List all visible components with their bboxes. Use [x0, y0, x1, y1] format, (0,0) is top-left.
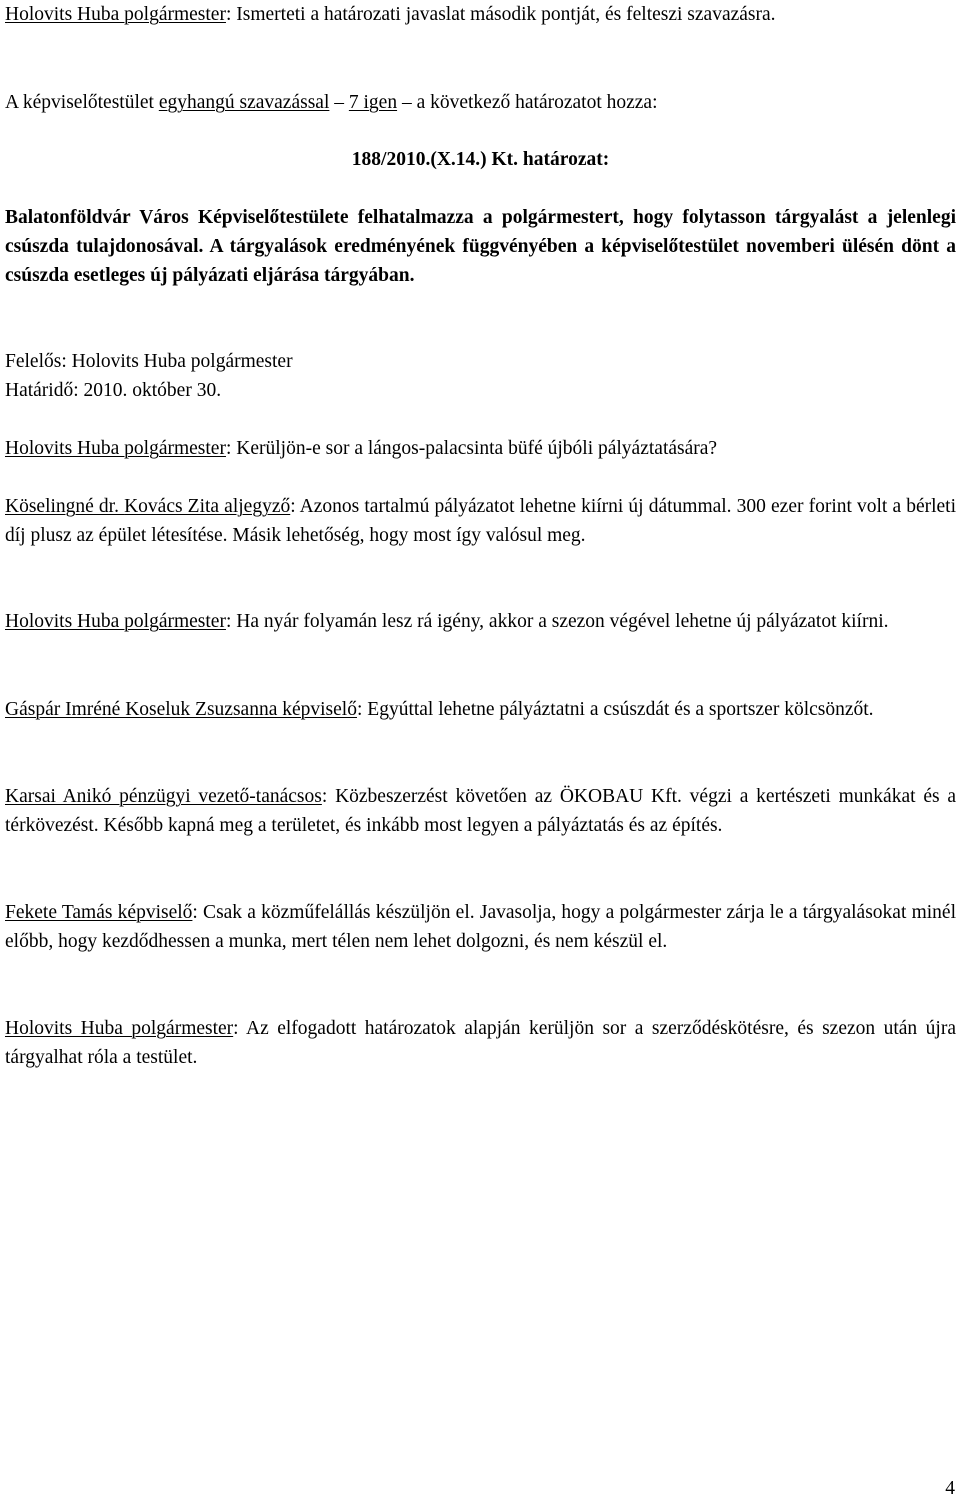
paragraph-vote-result	[5, 88, 956, 117]
paragraph-text: – a következő határozatot hozza:	[397, 92, 658, 113]
speaker-name: Karsai Anikó pénzügyi vezető-tanácsos	[5, 786, 322, 807]
paragraph-text: Kerüljön-e sor a lángos-palacsinta büfé újbóli pályáztatására?	[231, 438, 718, 459]
paragraph-financial-advisor	[5, 782, 956, 840]
paragraph-text: Csak a közműfelállás készüljön el. Javasolja, hogy a polgármester zárja le a tárgyalásokat minél előbb, hogy kezdődhessen a munka, mert télen nem lehet dolgozni, és nem készül el.	[5, 902, 956, 952]
speaker-name: Gáspár Imréné Koseluk Zsuzsanna képviselő	[5, 699, 357, 720]
speaker-name: Holovits Huba polgármester	[5, 4, 226, 25]
paragraph-representative-fekete	[5, 898, 956, 956]
paragraph-mayor-intro	[5, 0, 956, 29]
paragraph-text: Azonos tartalmú pályázatot lehetne kiírni új dátummal. 300 ezer forint volt a bérleti díj plusz az épület létesítése. Másik lehetőség, hogy most így valósul meg.	[5, 496, 957, 546]
speaker-name: Fekete Tamás képviselő	[5, 902, 193, 923]
resolution-deadline: Határidő: 2010. október 30.	[5, 380, 222, 401]
speaker-colon: :	[233, 1018, 239, 1039]
speaker-name: Holovits Huba polgármester	[5, 438, 226, 459]
speaker-name-prefix: Köselingné dr.	[5, 496, 125, 517]
paragraph-text: A képviselőtestület	[5, 92, 159, 113]
paragraph-text: Az elfogadott határozatok alapján kerüljön sor a szerződéskötésre, és szezon után újra tárgyalhat róla a testület.	[5, 1018, 956, 1068]
paragraph-text: Közbeszerzést követően az ÖKOBAU Kft. végzi a kertészeti munkákat és a térkövezést. Később kapná meg a területet, és inkább most legyen a pályáztatás és az építés.	[5, 786, 957, 836]
speaker-colon: :	[225, 611, 232, 632]
dash-separator: –	[329, 92, 349, 113]
speaker-colon: :	[192, 902, 198, 923]
speaker-name: Kovács Zita aljegyző	[124, 496, 291, 517]
resolution-responsible: Felelős: Holovits Huba polgármester	[5, 351, 293, 372]
paragraph-text: Egyúttal lehetne pályáztatni a csúszdát és a sportszer kölcsönzőt.	[362, 699, 874, 720]
paragraph-mayor-summer	[5, 607, 956, 636]
speaker-colon: :	[321, 786, 328, 807]
speaker-colon: :	[290, 496, 296, 517]
speaker-colon: :	[225, 438, 232, 459]
speaker-name: Holovits Huba polgármester	[5, 611, 226, 632]
resolution-body: Balatonföldvár Város Képviselőtestülete felhatalmazza a polgármestert, hogy folytasson tárgyalást a jelenlegi csúszda tulajdonosával. A tárgyalások eredményének függvényében a képviselőtestület novemberi ülésén dönt a csúszda esetleges új pályázati eljárása tárgyában.	[5, 207, 956, 286]
paragraph-mayor-closing	[5, 1014, 956, 1072]
speaker-colon: :	[225, 4, 232, 25]
paragraph-representative-gaspar	[5, 695, 956, 724]
speaker-name: Holovits Huba polgármester	[5, 1018, 234, 1039]
page-number: 4	[945, 1478, 955, 1499]
paragraph-deputy-notary	[5, 492, 956, 550]
paragraph-text: Ha nyár folyamán lesz rá igény, akkor a szezon végével lehetne új pályázatot kiírni.	[231, 611, 889, 632]
paragraph-text: Ismerteti a határozati javaslat második pontját, és felteszi szavazásra.	[231, 4, 776, 25]
speaker-colon: :	[356, 699, 363, 720]
vote-unanimous: egyhangú szavazással	[158, 92, 330, 113]
vote-count: 7 igen	[348, 92, 398, 113]
paragraph-mayor-question	[5, 434, 956, 463]
resolution-number: 188/2010.(X.14.) Kt. határozat:	[351, 149, 610, 170]
